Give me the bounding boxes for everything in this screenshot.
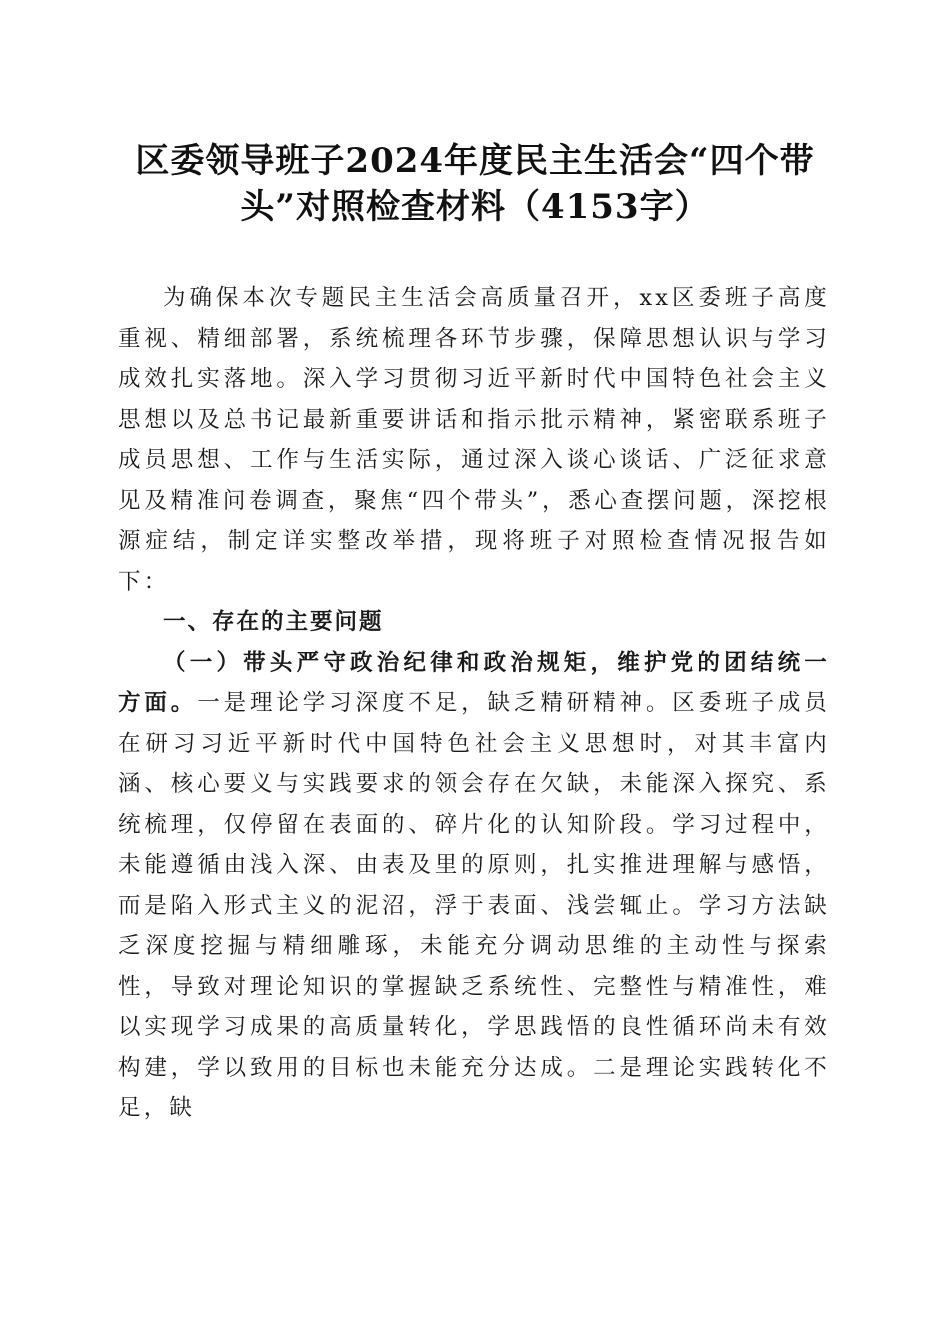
subsection-body: 一是理论学习深度不足，缺乏精研精神。区委班子成员在研习习近平新时代中国特色社会主义思想时，对其丰富内涵、核心要义与实践要求的领会存在欠缺，未能深入探究、系统梳理，仅停留在表面的、碎片化的认知阶段。学习过程中，未能遵循由浅入深、由表及里的原则，扎实推进理解与感悟，而是陷入形式主义的泥沼，浮于表面、浅尝辄止。学习方法缺乏深度挖掘与精细雕琢，未能充分调动思维的主动性与探索性，导致对理论知识的掌握缺乏系统性、完整性与精准性，难以实现学习成果的高质量转化，学思践悟的良性循环尚未有效构建，学以致用的目标也未能充分达成。二是理论实践转化不足，缺	[118, 690, 830, 1121]
section-heading: 一、存在的主要问题	[163, 609, 384, 635]
subsection-paragraph	[118, 643, 830, 1129]
intro-paragraph: 为确保本次专题民主生活会高质量召开，xx区委班子高度重视、精细部署，系统梳理各环节步骤，保障思想认识与学习成效扎实落地。深入学习贯彻习近平新时代中国特色社会主义思想以及总书记最新重要讲话和指示批示精神，紧密联系班子成员思想、工作与生活实际，通过深入谈心谈话、广泛征求意见及精准问卷调查，聚焦“四个带头”，悉心查摆问题，深挖根源症结，制定详实整改举措，现将班子对照检查情况报告如下：	[118, 285, 830, 595]
document-body	[118, 278, 830, 1129]
subsection-heading: （一）带头严守政治纪律和政治规矩，维护党的团结统一方面。	[118, 649, 830, 716]
document-title: 区委领导班子2024年度民主生活会“四个带头”对照检查材料（4153字）	[135, 141, 815, 227]
